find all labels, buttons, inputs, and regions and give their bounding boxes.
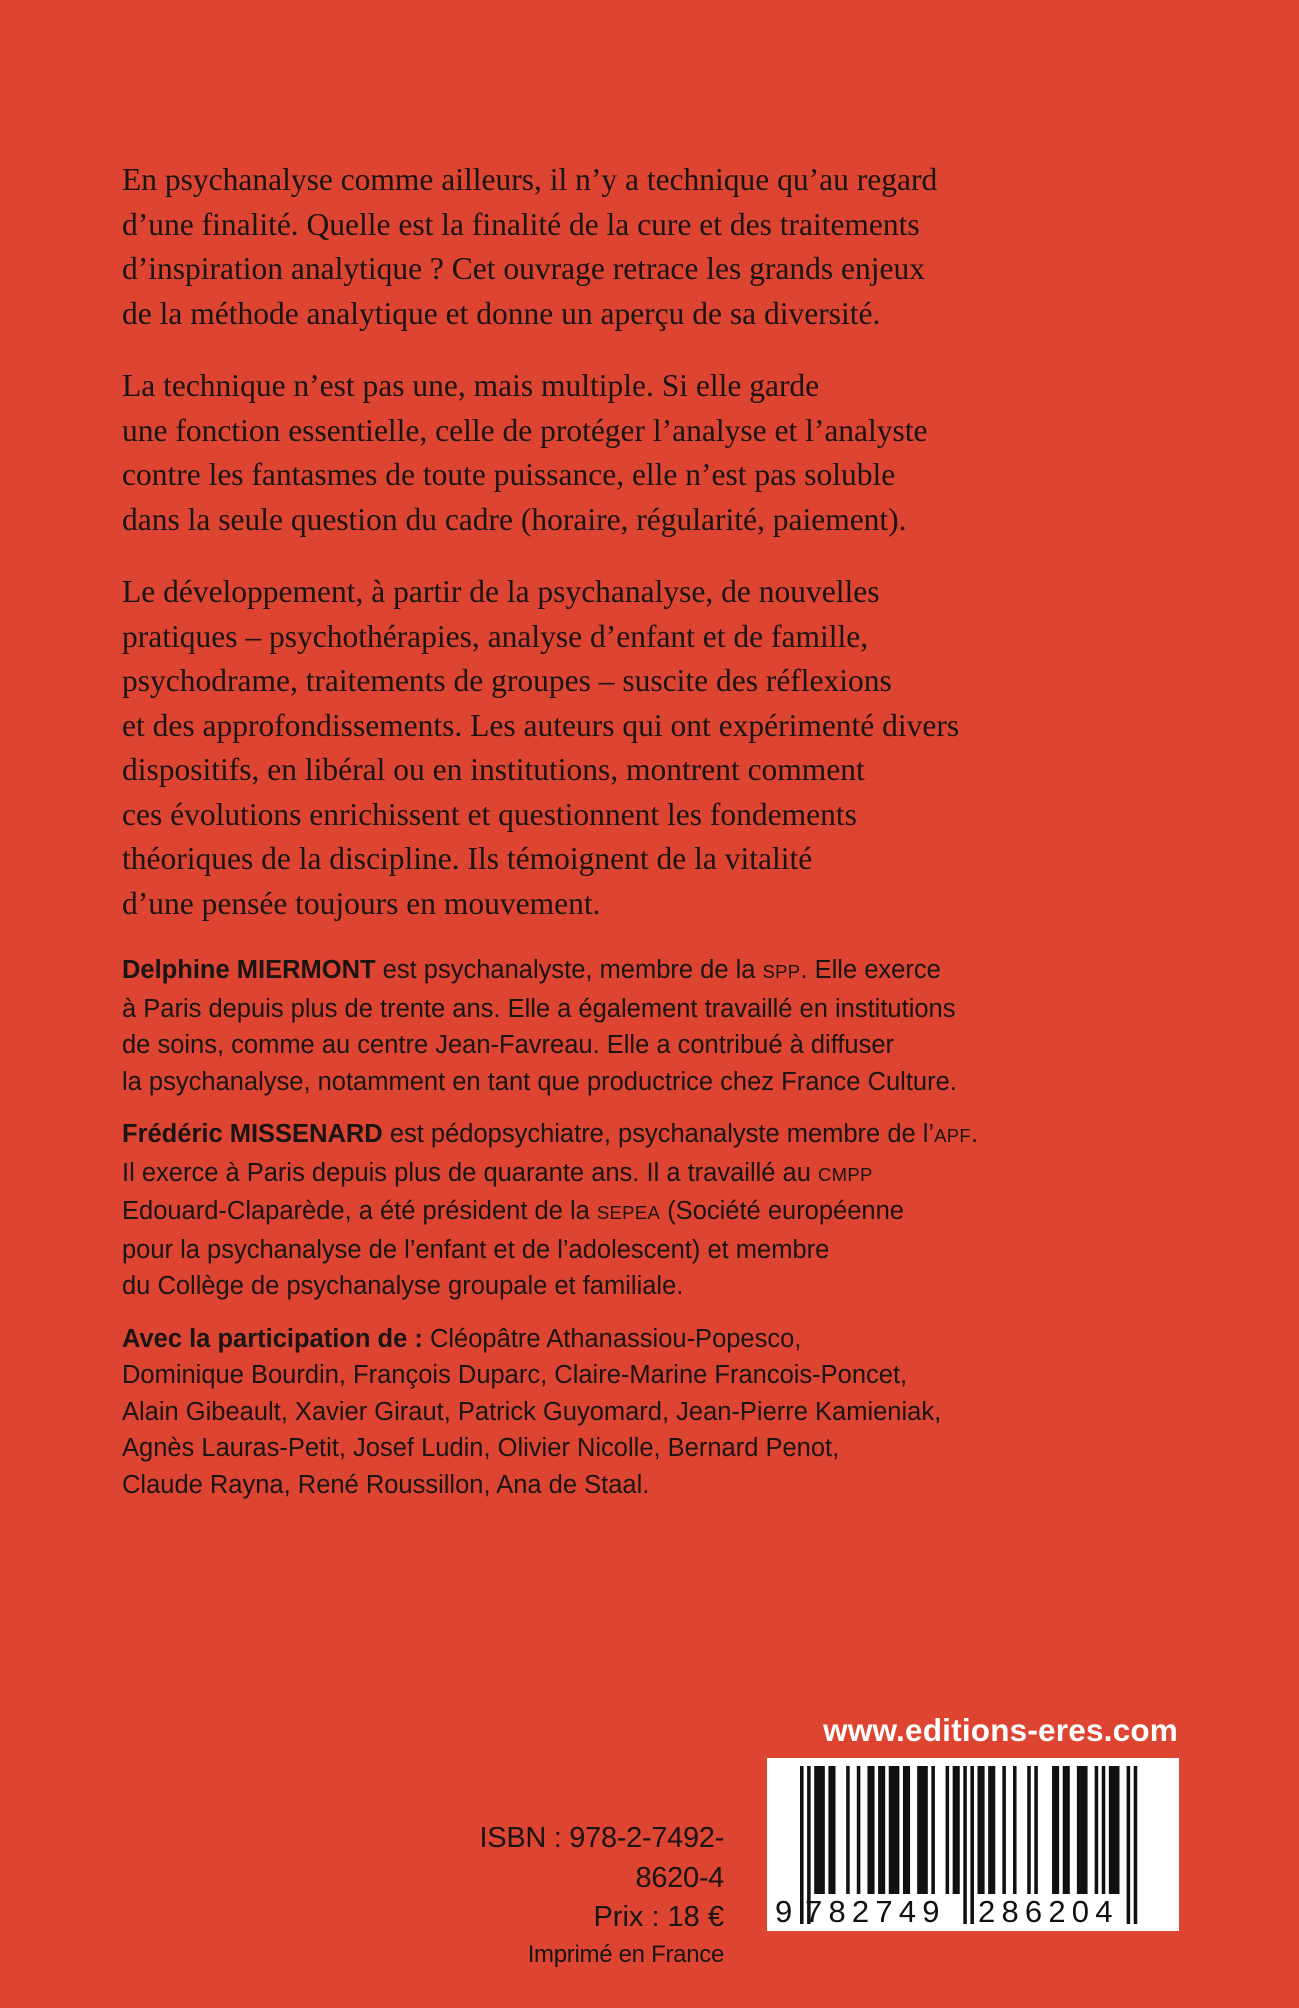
text-line: pratiques – psychothérapies, analyse d’enfant et de famille,: [122, 618, 869, 654]
text-line: pour la psychanalyse de l’enfant et de l’adolescent) et membre: [122, 1235, 830, 1264]
text-line: de la méthode analytique et donne un aperçu de sa diversité.: [122, 295, 881, 331]
barcode-bar: [953, 1766, 960, 1894]
barcode-bar: [1034, 1766, 1038, 1894]
text-line: théoriques de la discipline. Ils témoignent de la vitalité: [122, 841, 813, 876]
text-line: [122, 952, 1172, 991]
barcode-bar: [1052, 1766, 1059, 1894]
barcode-bar: [978, 1766, 985, 1894]
text-line: du Collège de psychanalyse groupale et familiale.: [122, 1272, 684, 1300]
authors-section: [122, 952, 1172, 1519]
text-fragment: (Société européenne: [660, 1197, 904, 1225]
author-bio-missenard: [122, 1116, 1172, 1305]
text-line: Alain Gibeault, Xavier Giraut, Patrick Guyomard, Jean-Pierre Kamieniak,: [122, 1397, 942, 1426]
barcode-bar: [1063, 1766, 1070, 1894]
text-fragment: Edouard-Claparède, a été président de la: [122, 1197, 597, 1225]
barcode-bar: [946, 1766, 950, 1894]
author-name: Frédéric MISSENARD: [122, 1120, 383, 1148]
barcode-bar: [1027, 1766, 1031, 1894]
text-line: de soins, comme au centre Jean-Favreau. Elle a contribué à diffuser: [122, 1031, 895, 1059]
acronym: CMPP: [817, 1163, 873, 1185]
text-fragment: est psychanalyste, membre de la: [375, 956, 763, 984]
text-line: dispositifs, en libéral ou en institutions, montrent comment: [122, 752, 865, 787]
barcode-bar: [1109, 1766, 1120, 1894]
publisher-website[interactable]: www.editions-eres.com: [823, 1712, 1178, 1748]
publication-info: [440, 1818, 724, 1974]
text-fragment: est pédopsychiatre, psychanalyste membre de l’: [382, 1120, 935, 1148]
text-line: Agnès Lauras-Petit, Josef Ludin, Olivier Nicolle, Bernard Penot,: [122, 1434, 840, 1462]
text-fragment: Cléopâtre Athanassiou-Popesco,: [422, 1324, 802, 1353]
barcode-bar: [1102, 1766, 1106, 1894]
text-line: [122, 1155, 1172, 1194]
barcode-bar: [1095, 1766, 1099, 1894]
barcode-bar: [1002, 1766, 1006, 1894]
barcode-bar: [903, 1766, 910, 1894]
text-line: Dominique Bourdin, François Duparc, Claire-Marine Francois-Poncet,: [122, 1361, 908, 1389]
barcode-bar: [1013, 1766, 1017, 1894]
barcode-digit-group-left: 782749: [805, 1894, 946, 1929]
author-name: Delphine MIERMONT: [122, 956, 376, 984]
description-paragraph-1: [122, 158, 1122, 336]
barcode-bar: [931, 1766, 935, 1894]
text-line: Claude Rayna, René Roussillon, Ana de Staal.: [122, 1470, 650, 1499]
text-line: [122, 1193, 1172, 1232]
isbn-text: ISBN : 978-2-7492-8620-4: [479, 1822, 724, 1894]
text-line: La technique n’est pas une, mais multiple. Si elle garde: [122, 368, 820, 403]
text-line: d’une finalité. Quelle est la finalité de la cure et des traitements: [122, 206, 920, 242]
description-paragraph-3: [122, 570, 1122, 926]
text-line: d’une pensée toujours en mouvement.: [122, 885, 601, 921]
participation-label: Avec la participation de :: [122, 1324, 423, 1353]
barcode-digits: [767, 1894, 1179, 1928]
barcode-bar: [889, 1766, 900, 1894]
text-line: la psychanalyse, notamment en tant que productrice chez France Culture.: [122, 1067, 957, 1096]
acronym: APF: [934, 1125, 971, 1146]
barcode-digit-lead: 9: [775, 1894, 793, 1929]
description-paragraph-2: [122, 364, 1122, 542]
back-cover-description: [122, 158, 1122, 954]
text-line: En psychanalyse comme ailleurs, il n’y a technique qu’au regard: [122, 162, 938, 197]
text-line: [122, 1116, 1172, 1155]
text-line: dans la seule question du cadre (horaire, régularité, paiement).: [122, 501, 907, 537]
barcode-bar: [917, 1766, 928, 1894]
barcode-bar: [857, 1766, 861, 1894]
text-line: psychodrame, traitements de groupes – suscite des réflexions: [122, 663, 892, 698]
author-bio-miermont: [122, 952, 1172, 1100]
barcode-bar: [814, 1766, 825, 1894]
price-text: Prix : 18 €: [593, 1901, 724, 1933]
text-line: [122, 1321, 1172, 1358]
text-line: contre les fantasmes de toute puissance, elle n’est pas soluble: [122, 457, 896, 492]
text-line: une fonction essentielle, celle de protéger l’analyse et l’analyste: [122, 412, 928, 448]
barcode-bar: [1077, 1766, 1088, 1894]
text-line: à Paris depuis plus de trente ans. Elle a également travaillé en institutions: [122, 994, 956, 1023]
text-line: ces évolutions enrichissent et questionnent les fondements: [122, 796, 857, 832]
barcode-bar: [867, 1766, 874, 1894]
barcode-digit-group-right: 286204: [978, 1894, 1119, 1929]
text-fragment: . Elle exerce: [800, 956, 941, 984]
participation-list: [122, 1321, 1172, 1504]
acronym: SEPEA: [596, 1202, 661, 1223]
barcode-bar: [878, 1766, 885, 1894]
barcode-bar: [846, 1766, 850, 1894]
text-fragment: .: [971, 1120, 979, 1148]
text-fragment: Il exerce à Paris depuis plus de quarante ans. Il a travaillé au: [122, 1158, 818, 1187]
barcode-bar: [988, 1766, 995, 1894]
barcode: [767, 1758, 1179, 1931]
text-line: Le développement, à partir de la psychanalyse, de nouvelles: [122, 574, 880, 609]
text-line: d’inspiration analytique ? Cet ouvrage retrace les grands enjeux: [122, 251, 925, 286]
printed-in-text: Imprimé en France: [527, 1941, 724, 1968]
acronym: SPP: [762, 961, 801, 982]
text-line: et des approfondissements. Les auteurs qui ont expérimenté divers: [122, 707, 960, 743]
barcode-bar: [828, 1766, 835, 1894]
